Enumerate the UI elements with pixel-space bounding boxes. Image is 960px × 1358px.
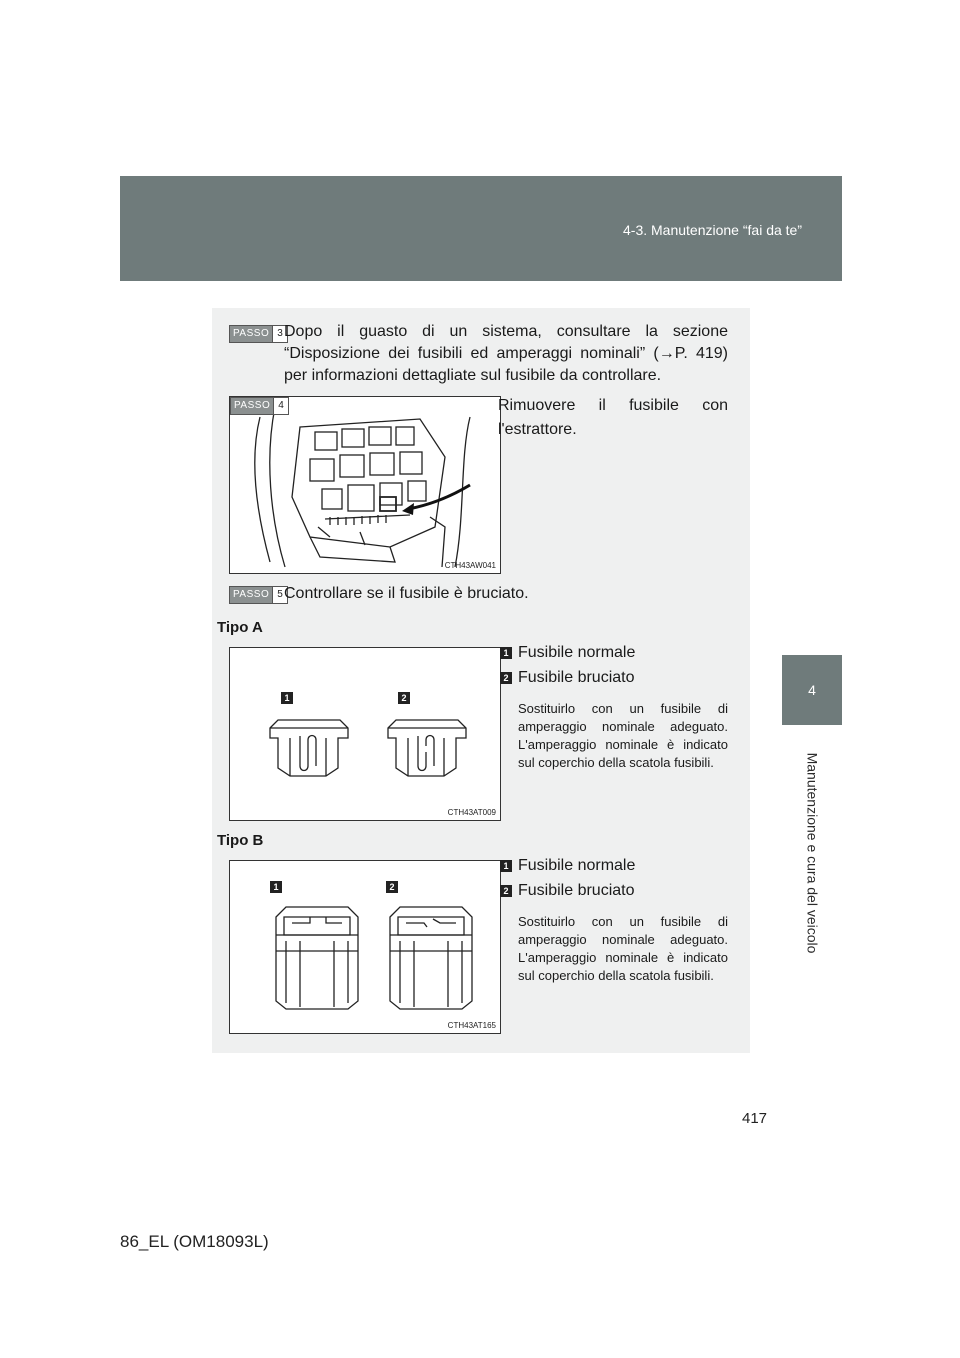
chapter-title-vertical <box>782 728 842 978</box>
step-badge-3 <box>229 325 288 343</box>
legend-marker: 1 <box>500 647 512 659</box>
content-panel <box>212 308 750 1053</box>
figure-code: CTH43AW041 <box>444 561 496 570</box>
type-a-title: Tipo A <box>217 619 263 636</box>
type-b-legend-1 <box>500 857 730 879</box>
legend-label: Fusibile bruciato <box>518 669 635 686</box>
type-a-fuse-illustration <box>230 648 500 820</box>
type-b-note: Sostituirlo con un fusibile di amperaggio nominale adeguato. L'amperaggio nominale è indicato sul coperchio della scatola fusibili. <box>518 914 728 983</box>
chapter-number: 4 <box>808 682 816 698</box>
step-4-text: Rimuovere il fusibile con l'estrattore. <box>498 397 728 438</box>
step-word: PASSO <box>230 326 272 342</box>
fuse-box-figure <box>229 396 501 574</box>
step-number: 4 <box>273 398 288 414</box>
step-word: PASSO <box>231 398 273 414</box>
legend-label: Fusibile normale <box>518 857 636 874</box>
step-3-text: Dopo il guasto di un sistema, consultare la sezione “Disposizione dei fusibili ed amperaggi nominali” (→P. 419) per informazioni dettagliate sul fusibile da controllare. <box>284 323 728 384</box>
type-a-note: Sostituirlo con un fusibile di amperaggio nominale adeguato. L'amperaggio nominale è indicato sul coperchio della scatola fusibili. <box>518 701 728 770</box>
document-code: 86_EL (OM18093L) <box>120 1232 269 1251</box>
figure-marker-1: 1 <box>281 692 293 704</box>
figure-marker-2: 2 <box>386 881 398 893</box>
type-b-legend-2 <box>500 882 730 904</box>
legend-marker: 2 <box>500 672 512 684</box>
fuse-box-illustration <box>230 397 500 573</box>
step-word: PASSO <box>230 587 272 603</box>
figure-code: CTH43AT009 <box>447 808 496 817</box>
step-number: 3 <box>272 326 287 342</box>
step-badge-4 <box>230 397 289 415</box>
page-number: 417 <box>742 1110 768 1127</box>
chapter-title-text: Manutenzione e cura del veicolo <box>804 752 821 954</box>
legend-label: Fusibile bruciato <box>518 882 635 899</box>
type-a-figure <box>229 647 501 821</box>
figure-marker-2: 2 <box>398 692 410 704</box>
legend-label: Fusibile normale <box>518 644 636 661</box>
type-a-legend-2 <box>500 669 730 691</box>
section-title: 4-3. Manutenzione “fai da te” <box>623 222 802 238</box>
type-b-figure <box>229 860 501 1034</box>
legend-marker: 1 <box>500 860 512 872</box>
step-number: 5 <box>272 587 287 603</box>
step-5-text: Controllare se il fusibile è bruciato. <box>284 585 529 602</box>
chapter-number-tab[interactable] <box>782 655 842 725</box>
figure-code: CTH43AT165 <box>447 1021 496 1030</box>
header-band <box>120 176 842 281</box>
legend-marker: 2 <box>500 885 512 897</box>
type-b-title: Tipo B <box>217 832 264 849</box>
figure-marker-1: 1 <box>270 881 282 893</box>
step-badge-5 <box>229 586 288 604</box>
type-a-legend-1 <box>500 644 730 666</box>
